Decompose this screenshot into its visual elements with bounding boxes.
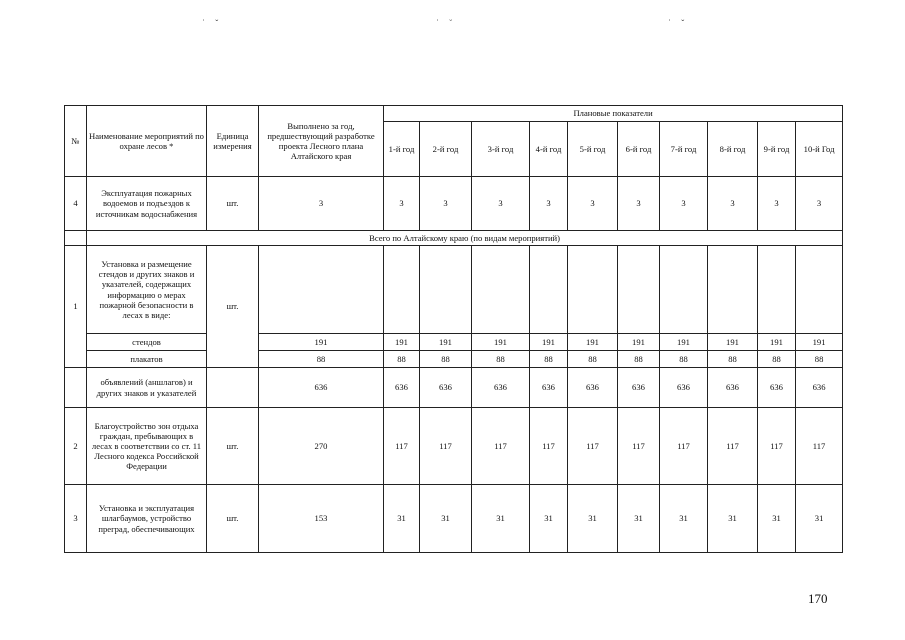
row-plan-value: 88 (618, 351, 660, 368)
header-year: 9-й год (758, 122, 796, 177)
table-row (65, 485, 843, 553)
row-plan-value: 191 (530, 334, 568, 351)
row-plan-value: 3 (472, 177, 530, 231)
row-plan-value: 191 (708, 334, 758, 351)
row-done: 3 (259, 177, 384, 231)
row-plan-value: 31 (796, 485, 843, 553)
row-unit: шт. (207, 246, 259, 368)
row-plan-value: 636 (660, 368, 708, 408)
row-plan-value: 636 (758, 368, 796, 408)
row-plan-value: 117 (384, 408, 420, 485)
row-plan-value: 31 (568, 485, 618, 553)
row-done: 191 (259, 334, 384, 351)
row-plan-value: 191 (472, 334, 530, 351)
row-plan-value: 636 (796, 368, 843, 408)
header-plan: Плановые показатели (384, 106, 843, 122)
table-row (65, 334, 843, 351)
row-plan-value: 31 (708, 485, 758, 553)
row-plan-value: 191 (758, 334, 796, 351)
scan-mark: ˙ ˇ (202, 18, 223, 28)
row-num: 4 (65, 177, 87, 231)
scan-mark: ˙ ˘ (436, 18, 457, 28)
scan-marks (0, 18, 905, 28)
row-done: 636 (259, 368, 384, 408)
row-plan-value: 3 (530, 177, 568, 231)
row-plan-value: 31 (660, 485, 708, 553)
header-year: 10-й Год (796, 122, 843, 177)
row-plan-value: 191 (660, 334, 708, 351)
header-year: 1-й год (384, 122, 420, 177)
row-plan-value: 117 (758, 408, 796, 485)
header-year: 8-й год (708, 122, 758, 177)
row-plan-value: 31 (384, 485, 420, 553)
row-plan-value: 88 (530, 351, 568, 368)
row-plan-value: 636 (472, 368, 530, 408)
row-num: 3 (65, 485, 87, 553)
section-row (65, 231, 843, 246)
row-plan-value: 88 (758, 351, 796, 368)
row-num: 1 (65, 246, 87, 368)
row-plan-value: 31 (472, 485, 530, 553)
header-year: 3-й год (472, 122, 530, 177)
row-done: 88 (259, 351, 384, 368)
row-plan-value: 31 (420, 485, 472, 553)
row-name: объявлений (аншлагов) и других знаков и указателей (87, 368, 207, 408)
row-done: 153 (259, 485, 384, 553)
row-plan-value: 117 (568, 408, 618, 485)
header-year: 6-й год (618, 122, 660, 177)
table-row (65, 351, 843, 368)
row-plan-value: 117 (796, 408, 843, 485)
row-plan-value: 3 (796, 177, 843, 231)
row-plan-value: 3 (420, 177, 472, 231)
row-num: 2 (65, 408, 87, 485)
row-plan-value: 31 (530, 485, 568, 553)
table-row (65, 408, 843, 485)
row-unit: шт. (207, 485, 259, 553)
header-row-1 (65, 106, 843, 122)
row-plan-value: 117 (420, 408, 472, 485)
row-plan-value: 191 (384, 334, 420, 351)
header-year: 5-й год (568, 122, 618, 177)
table-row (65, 246, 843, 334)
header-year: 4-й год (530, 122, 568, 177)
row-plan-value: 117 (530, 408, 568, 485)
table-row (65, 177, 843, 231)
row-unit: шт. (207, 408, 259, 485)
header-year: 7-й год (660, 122, 708, 177)
row-plan-value: 636 (530, 368, 568, 408)
row-plan-value: 3 (384, 177, 420, 231)
row-plan-value: 3 (568, 177, 618, 231)
row-plan-value: 3 (758, 177, 796, 231)
row-plan-value: 88 (796, 351, 843, 368)
row-plan-value: 31 (758, 485, 796, 553)
row-plan-value: 3 (660, 177, 708, 231)
header-done: Выполнено за год, предшествующий разработке проекта Лесного плана Алтайского края (259, 106, 384, 177)
row-unit: шт. (207, 177, 259, 231)
row-name: Благоустройство зон отдыха граждан, пребывающих в лесах в соответствии со ст. 11 Лесного кодекса Российской Федерации (87, 408, 207, 485)
row-name: стендов (87, 334, 207, 351)
header-num: № (65, 106, 87, 177)
row-plan-value: 636 (568, 368, 618, 408)
row-done: 270 (259, 408, 384, 485)
row-plan-value: 636 (708, 368, 758, 408)
row-plan-value: 191 (420, 334, 472, 351)
row-name: Эксплуатация пожарных водоемов и подъездов к источникам водоснабжения (87, 177, 207, 231)
forest-protection-plan-table (64, 105, 843, 553)
row-plan-value: 636 (618, 368, 660, 408)
row-plan-value: 191 (568, 334, 618, 351)
row-plan-value: 117 (472, 408, 530, 485)
page-number: 170 (808, 591, 828, 606)
row-plan-value: 191 (796, 334, 843, 351)
row-plan-value: 117 (618, 408, 660, 485)
row-plan-value: 117 (708, 408, 758, 485)
table-row (65, 368, 843, 408)
header-year: 2-й год (420, 122, 472, 177)
scan-mark: ˙ ˇ (668, 18, 689, 28)
row-plan-value: 88 (660, 351, 708, 368)
row-name: Установка и эксплуатация шлагбаумов, устройство преград, обеспечивающих (87, 485, 207, 553)
row-plan-value: 31 (618, 485, 660, 553)
row-name: Установка и размещение стендов и других знаков и указателей, содержащих информацию о мерах пожарной безопасности в лесах в виде: (87, 246, 207, 334)
row-plan-value: 191 (618, 334, 660, 351)
row-plan-value: 88 (384, 351, 420, 368)
row-plan-value: 88 (568, 351, 618, 368)
row-plan-value: 3 (708, 177, 758, 231)
row-plan-value: 636 (384, 368, 420, 408)
header-name: Наименование мероприятий по охране лесов * (87, 106, 207, 177)
row-plan-value: 3 (618, 177, 660, 231)
row-plan-value: 88 (420, 351, 472, 368)
row-plan-value: 88 (472, 351, 530, 368)
row-plan-value: 88 (708, 351, 758, 368)
row-plan-value: 117 (660, 408, 708, 485)
header-unit: Единица измерения (207, 106, 259, 177)
row-plan-value: 636 (420, 368, 472, 408)
row-name: плакатов (87, 351, 207, 368)
section-title: Всего по Алтайскому краю (по видам мероприятий) (87, 231, 843, 246)
